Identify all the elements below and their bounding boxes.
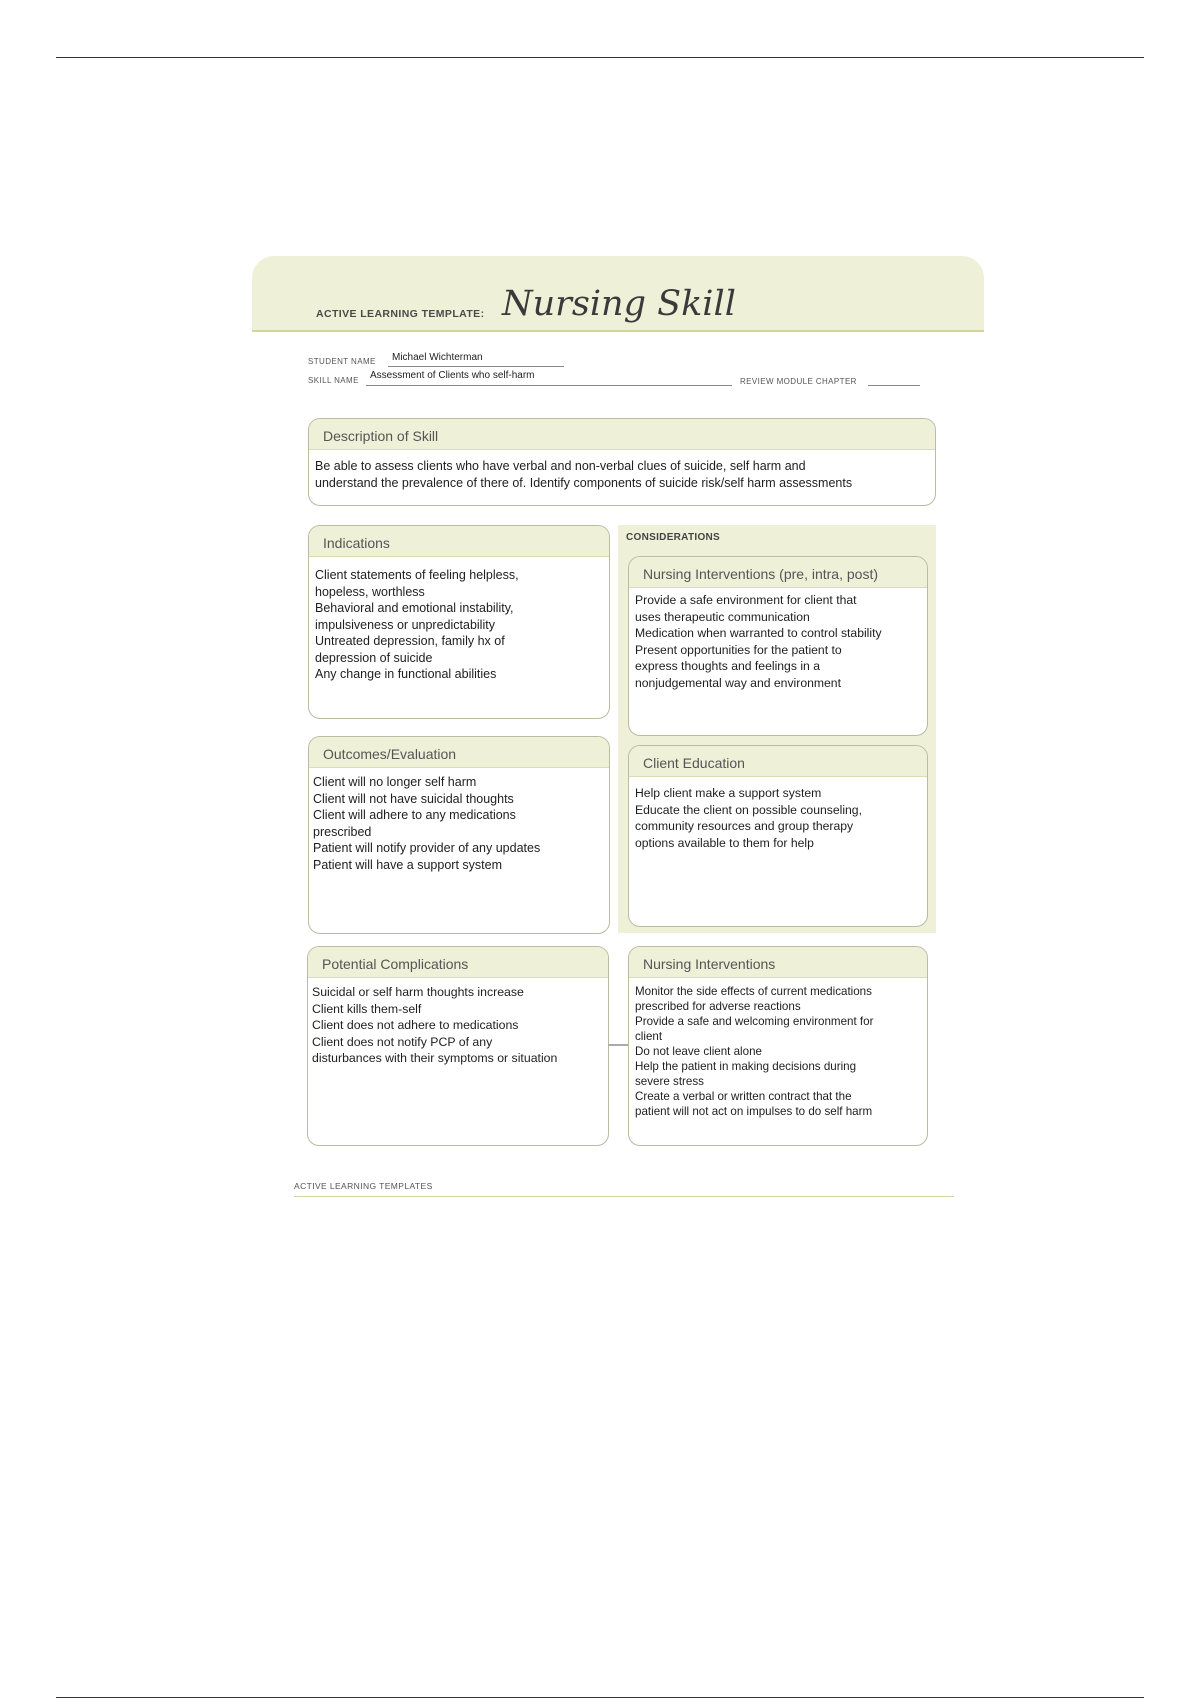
complications-box <box>307 946 609 1146</box>
nursing-interventions-pip-box <box>628 556 928 736</box>
nursing-interventions-pip-line: Provide a safe environment for client that <box>635 593 857 607</box>
indications-line: Client statements of feeling helpless, <box>315 568 519 582</box>
description-box <box>308 418 936 506</box>
template-prefix: ACTIVE LEARNING TEMPLATE: <box>316 308 485 320</box>
nursing-interventions-line: severe stress <box>635 1075 704 1088</box>
review-module-label: REVIEW MODULE CHAPTER <box>740 377 857 386</box>
client-education-line: Educate the client on possible counseling, <box>635 802 862 817</box>
indications-line: hopeless, worthless <box>315 584 425 599</box>
template-title: Nursing Skill <box>502 284 736 324</box>
client-education-title: Client Education <box>629 746 927 777</box>
page-top-rule <box>56 57 1144 58</box>
nursing-interventions-pip-line: nonjudgemental way and environment <box>635 675 841 690</box>
outcomes-line: Client will adhere to any medications <box>313 808 516 822</box>
nursing-skill-template <box>252 256 984 1200</box>
complications-line: Client does not adhere to medications <box>312 1018 519 1032</box>
outcomes-line: Patient will notify provider of any updates <box>313 841 541 855</box>
nursing-interventions-line: patient will not act on impulses to do self harm <box>635 1105 873 1118</box>
skill-name-value: Assessment of Clients who self-harm <box>370 370 535 381</box>
template-header <box>252 256 984 332</box>
description-line: Be able to assess clients who have verbal and non-verbal clues of suicide, self harm and <box>315 459 806 473</box>
indications-line: impulsiveness or unpredictability <box>315 617 495 632</box>
client-education-box <box>628 745 928 927</box>
client-education-line: Help client make a support system <box>635 786 822 800</box>
nursing-interventions-line: Help the patient in making decisions during <box>635 1060 857 1073</box>
indications-line: Any change in functional abilities <box>315 667 497 681</box>
student-name-line <box>388 366 564 367</box>
nursing-interventions-pip-line: Medication when warranted to control stability <box>635 626 882 640</box>
outcomes-line: Client will not have suicidal thoughts <box>313 791 514 806</box>
complications-line: Client kills them-self <box>312 1001 422 1016</box>
outcomes-title: Outcomes/Evaluation <box>309 737 609 768</box>
nursing-interventions-pip-line: uses therapeutic communication <box>635 609 810 624</box>
skill-name-line <box>366 385 732 386</box>
description-line: understand the prevalence of there of. Identify components of suicide risk/self harm assessments <box>315 475 853 490</box>
outcomes-box <box>308 736 610 934</box>
considerations-label: CONSIDERATIONS <box>626 532 721 543</box>
client-education-line: community resources and group therapy <box>635 819 854 833</box>
skill-name-label: SKILL NAME <box>308 376 359 385</box>
nursing-interventions-line: Provide a safe and welcoming environment for <box>635 1015 874 1028</box>
complications-line: disturbances with their symptoms or situation <box>312 1051 558 1065</box>
footer-rule <box>294 1196 954 1197</box>
indications-line: depression of suicide <box>315 650 433 665</box>
review-module-line <box>868 385 920 386</box>
nursing-interventions-pip-line: express thoughts and feelings in a <box>635 659 820 673</box>
indications-line: Untreated depression, family hx of <box>315 634 505 648</box>
indications-line: Behavioral and emotional instability, <box>315 601 514 615</box>
indications-box <box>308 525 610 719</box>
description-title: Description of Skill <box>309 419 935 450</box>
nursing-interventions-line: Do not leave client alone <box>635 1045 762 1058</box>
outcomes-line: Patient will have a support system <box>313 857 502 872</box>
complications-line: Client does not notify PCP of any <box>312 1034 493 1049</box>
footer-label: ACTIVE LEARNING TEMPLATES <box>294 1181 433 1191</box>
complications-line: Suicidal or self harm thoughts increase <box>312 985 524 999</box>
nursing-interventions-line: Monitor the side effects of current medications <box>635 985 872 998</box>
client-education-line: options available to them for help <box>635 835 814 850</box>
indications-title: Indications <box>309 526 609 557</box>
outcomes-line: prescribed <box>313 824 372 839</box>
student-name-value: Michael Wichterman <box>392 352 483 363</box>
nursing-interventions-pip-title: Nursing Interventions (pre, intra, post) <box>629 557 927 588</box>
student-name-label: STUDENT NAME <box>308 357 376 366</box>
nursing-interventions-line: prescribed for adverse reactions <box>635 1000 801 1013</box>
complications-connector <box>608 1044 630 1046</box>
nursing-interventions-line: Create a verbal or written contract that the <box>635 1090 852 1103</box>
complications-title: Potential Complications <box>308 947 608 978</box>
nursing-interventions-title: Nursing Interventions <box>629 947 927 978</box>
nursing-interventions-pip-line: Present opportunities for the patient to <box>635 642 842 657</box>
outcomes-line: Client will no longer self harm <box>313 775 477 789</box>
nursing-interventions-line: client <box>635 1030 663 1043</box>
nursing-interventions-box <box>628 946 928 1146</box>
page-bottom-rule <box>56 1697 1144 1698</box>
